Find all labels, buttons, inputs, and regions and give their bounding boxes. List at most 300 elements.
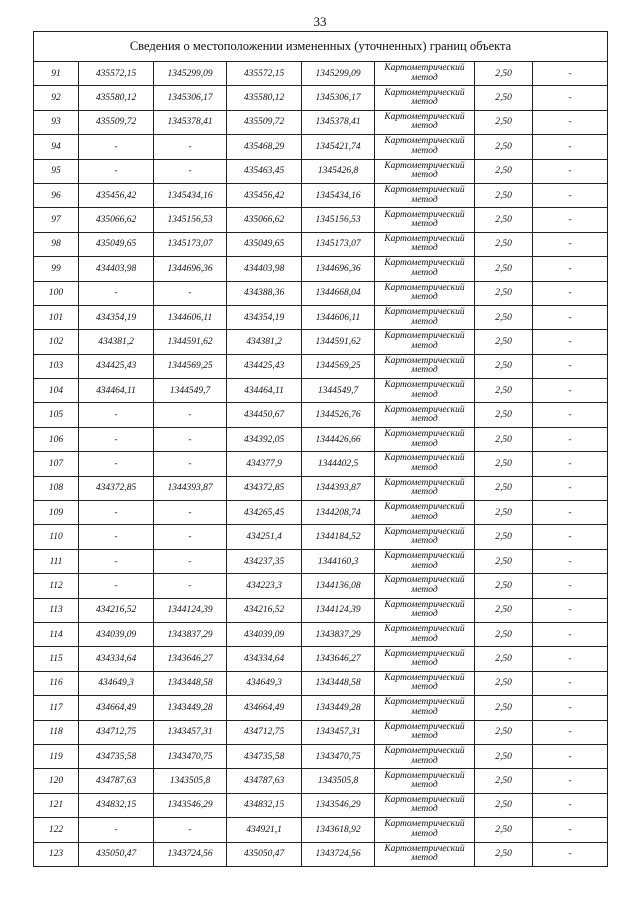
cell-old-y: -	[154, 281, 227, 305]
table-row	[34, 86, 608, 110]
cell-point-number: 109	[34, 501, 79, 525]
cell-point-number: 104	[34, 379, 79, 403]
cell-new-x: 434392,05	[227, 427, 302, 451]
method-line-2: метод	[411, 243, 438, 254]
cell-accuracy: 2,50	[475, 135, 533, 159]
method-line-1: Картометрический	[384, 380, 465, 391]
cell-old-x: -	[79, 525, 154, 549]
table-row	[34, 110, 608, 134]
table-row	[34, 208, 608, 232]
cell-point-number: 100	[34, 281, 79, 305]
boundary-table	[33, 31, 608, 867]
cell-point-number: 91	[34, 62, 79, 86]
cell-new-x: 435066,62	[227, 208, 302, 232]
method-line-1: Картометрический	[384, 624, 465, 635]
method-line-2: метод	[411, 487, 438, 498]
method-line-2: метод	[411, 853, 438, 864]
cell-accuracy: 2,50	[475, 379, 533, 403]
cell-new-y: 1343618,92	[302, 818, 375, 842]
method-line-1: Картометрический	[384, 746, 465, 757]
method-line-1: Картометрический	[384, 355, 465, 366]
cell-new-x: 434372,85	[227, 476, 302, 500]
method-line-1: Картометрический	[384, 721, 465, 732]
cell-method	[375, 501, 475, 525]
cell-point-number: 118	[34, 720, 79, 744]
cell-new-y: 1343646,27	[302, 647, 375, 671]
cell-new-x: 434223,3	[227, 574, 302, 598]
cell-description: -	[533, 232, 608, 256]
cell-accuracy: 2,50	[475, 62, 533, 86]
cell-old-x: -	[79, 159, 154, 183]
cell-method	[375, 379, 475, 403]
cell-old-x: 434712,75	[79, 720, 154, 744]
method-line-1: Картометрический	[384, 599, 465, 610]
table-row	[34, 501, 608, 525]
method-line-2: метод	[411, 804, 438, 815]
cell-description: -	[533, 452, 608, 476]
cell-new-y: 1344402,5	[302, 452, 375, 476]
cell-new-x: 434334,64	[227, 647, 302, 671]
table-row	[34, 354, 608, 378]
cell-old-y: -	[154, 452, 227, 476]
cell-point-number: 115	[34, 647, 79, 671]
cell-old-x: 434832,15	[79, 793, 154, 817]
cell-accuracy: 2,50	[475, 574, 533, 598]
cell-point-number: 108	[34, 476, 79, 500]
cell-old-y: -	[154, 427, 227, 451]
cell-old-x: 434372,85	[79, 476, 154, 500]
cell-description: -	[533, 281, 608, 305]
cell-point-number: 121	[34, 793, 79, 817]
cell-description: -	[533, 720, 608, 744]
cell-point-number: 110	[34, 525, 79, 549]
method-line-2: метод	[411, 414, 438, 425]
cell-new-x: 434787,63	[227, 769, 302, 793]
cell-description: -	[533, 305, 608, 329]
cell-old-y: 1344393,87	[154, 476, 227, 500]
cell-old-y: -	[154, 135, 227, 159]
cell-description: -	[533, 427, 608, 451]
method-line-2: метод	[411, 706, 438, 717]
cell-method	[375, 232, 475, 256]
cell-new-y: 1344136,08	[302, 574, 375, 598]
method-line-1: Картометрический	[384, 282, 465, 293]
cell-accuracy: 2,50	[475, 720, 533, 744]
cell-new-y: 1345173,07	[302, 232, 375, 256]
table-row	[34, 622, 608, 646]
cell-accuracy: 2,50	[475, 671, 533, 695]
method-line-1: Картометрический	[384, 648, 465, 659]
cell-description: -	[533, 354, 608, 378]
method-line-1: Картометрический	[384, 770, 465, 781]
cell-accuracy: 2,50	[475, 281, 533, 305]
method-line-2: метод	[411, 389, 438, 400]
cell-old-y: -	[154, 159, 227, 183]
cell-old-y: -	[154, 818, 227, 842]
cell-new-x: 434425,43	[227, 354, 302, 378]
cell-point-number: 97	[34, 208, 79, 232]
cell-method	[375, 818, 475, 842]
method-line-1: Картометрический	[384, 404, 465, 415]
method-line-1: Картометрический	[384, 843, 465, 854]
cell-description: -	[533, 501, 608, 525]
cell-description: -	[533, 744, 608, 768]
method-line-1: Картометрический	[384, 307, 465, 318]
cell-description: -	[533, 671, 608, 695]
table-row	[34, 257, 608, 281]
method-line-1: Картометрический	[384, 331, 465, 342]
method-line-2: метод	[411, 365, 438, 376]
cell-new-y: 1343505,8	[302, 769, 375, 793]
cell-new-y: 1345378,41	[302, 110, 375, 134]
table-row	[34, 671, 608, 695]
cell-old-y: 1343449,28	[154, 696, 227, 720]
cell-old-x: 434649,3	[79, 671, 154, 695]
cell-new-x: 434354,19	[227, 305, 302, 329]
cell-method	[375, 793, 475, 817]
cell-description: -	[533, 598, 608, 622]
table-row	[34, 135, 608, 159]
cell-description: -	[533, 525, 608, 549]
cell-method	[375, 744, 475, 768]
cell-old-x: 434216,52	[79, 598, 154, 622]
table-row	[34, 159, 608, 183]
cell-description: -	[533, 696, 608, 720]
cell-point-number: 122	[34, 818, 79, 842]
method-line-1: Картометрический	[384, 502, 465, 513]
method-line-1: Картометрический	[384, 429, 465, 440]
method-line-2: метод	[411, 609, 438, 620]
cell-old-x: 434464,11	[79, 379, 154, 403]
table-row	[34, 379, 608, 403]
table-row	[34, 232, 608, 256]
cell-new-y: 1344591,62	[302, 330, 375, 354]
cell-new-x: 434381,2	[227, 330, 302, 354]
table-row	[34, 793, 608, 817]
table-row	[34, 452, 608, 476]
cell-new-x: 435468,29	[227, 135, 302, 159]
cell-method	[375, 62, 475, 86]
cell-method	[375, 305, 475, 329]
cell-point-number: 103	[34, 354, 79, 378]
cell-old-x: -	[79, 427, 154, 451]
method-line-2: метод	[411, 560, 438, 571]
cell-old-y: 1345434,16	[154, 183, 227, 207]
cell-accuracy: 2,50	[475, 744, 533, 768]
cell-accuracy: 2,50	[475, 818, 533, 842]
cell-point-number: 101	[34, 305, 79, 329]
cell-new-x: 434649,3	[227, 671, 302, 695]
cell-description: -	[533, 110, 608, 134]
cell-method	[375, 525, 475, 549]
table-row	[34, 818, 608, 842]
cell-old-y: 1344124,39	[154, 598, 227, 622]
cell-point-number: 117	[34, 696, 79, 720]
cell-old-y: -	[154, 525, 227, 549]
cell-old-x: 435066,62	[79, 208, 154, 232]
method-line-1: Картометрический	[384, 209, 465, 220]
method-line-1: Картометрический	[384, 111, 465, 122]
cell-new-x: 434403,98	[227, 257, 302, 281]
cell-old-y: 1345378,41	[154, 110, 227, 134]
cell-new-x: 435050,47	[227, 842, 302, 866]
cell-old-y: 1345299,09	[154, 62, 227, 86]
cell-old-x: 435580,12	[79, 86, 154, 110]
cell-accuracy: 2,50	[475, 257, 533, 281]
cell-new-y: 1344526,76	[302, 403, 375, 427]
cell-accuracy: 2,50	[475, 232, 533, 256]
cell-new-x: 434464,11	[227, 379, 302, 403]
cell-description: -	[533, 574, 608, 598]
method-line-1: Картометрический	[384, 697, 465, 708]
method-line-2: метод	[411, 194, 438, 205]
method-line-2: метод	[411, 292, 438, 303]
cell-accuracy: 2,50	[475, 159, 533, 183]
cell-method	[375, 452, 475, 476]
cell-new-y: 1344160,3	[302, 549, 375, 573]
table-row	[34, 476, 608, 500]
method-line-2: метод	[411, 438, 438, 449]
cell-accuracy: 2,50	[475, 598, 533, 622]
method-line-1: Картометрический	[384, 87, 465, 98]
cell-new-x: 434832,15	[227, 793, 302, 817]
cell-old-y: 1345156,53	[154, 208, 227, 232]
cell-new-x: 434039,09	[227, 622, 302, 646]
method-line-2: метод	[411, 731, 438, 742]
cell-old-x: -	[79, 549, 154, 573]
cell-new-y: 1344208,74	[302, 501, 375, 525]
cell-method	[375, 330, 475, 354]
cell-new-y: 1343470,75	[302, 744, 375, 768]
method-line-2: метод	[411, 267, 438, 278]
cell-method	[375, 647, 475, 671]
cell-description: -	[533, 330, 608, 354]
cell-old-x: 435049,65	[79, 232, 154, 256]
cell-old-x: 434354,19	[79, 305, 154, 329]
cell-point-number: 94	[34, 135, 79, 159]
method-line-2: метод	[411, 633, 438, 644]
method-line-2: метод	[411, 219, 438, 230]
cell-new-x: 434377,9	[227, 452, 302, 476]
cell-old-x: -	[79, 501, 154, 525]
table-row	[34, 842, 608, 866]
cell-old-x: 434787,63	[79, 769, 154, 793]
cell-description: -	[533, 159, 608, 183]
cell-new-x: 434237,35	[227, 549, 302, 573]
cell-old-y: 1344696,36	[154, 257, 227, 281]
cell-new-x: 435463,45	[227, 159, 302, 183]
cell-new-y: 1345421,74	[302, 135, 375, 159]
cell-old-x: 434425,43	[79, 354, 154, 378]
cell-new-x: 435572,15	[227, 62, 302, 86]
cell-description: -	[533, 183, 608, 207]
cell-method	[375, 403, 475, 427]
table-title: Сведения о местоположении измененных (уточненных) границ объекта	[34, 32, 608, 62]
cell-new-y: 1345434,16	[302, 183, 375, 207]
method-line-2: метод	[411, 755, 438, 766]
cell-point-number: 111	[34, 549, 79, 573]
cell-method	[375, 720, 475, 744]
cell-accuracy: 2,50	[475, 525, 533, 549]
cell-accuracy: 2,50	[475, 354, 533, 378]
method-line-1: Картометрический	[384, 136, 465, 147]
cell-new-x: 434712,75	[227, 720, 302, 744]
cell-method	[375, 208, 475, 232]
cell-accuracy: 2,50	[475, 110, 533, 134]
cell-description: -	[533, 86, 608, 110]
cell-accuracy: 2,50	[475, 183, 533, 207]
cell-accuracy: 2,50	[475, 427, 533, 451]
cell-old-y: 1343837,29	[154, 622, 227, 646]
cell-description: -	[533, 208, 608, 232]
cell-method	[375, 135, 475, 159]
cell-old-x: 435050,47	[79, 842, 154, 866]
method-line-2: метод	[411, 511, 438, 522]
cell-new-y: 1345306,17	[302, 86, 375, 110]
cell-point-number: 112	[34, 574, 79, 598]
method-line-2: метод	[411, 682, 438, 693]
cell-point-number: 107	[34, 452, 79, 476]
method-line-1: Картометрический	[384, 453, 465, 464]
table-row	[34, 720, 608, 744]
cell-new-y: 1343724,56	[302, 842, 375, 866]
table-row	[34, 281, 608, 305]
cell-old-y: -	[154, 403, 227, 427]
method-line-2: метод	[411, 658, 438, 669]
cell-new-x: 434251,4	[227, 525, 302, 549]
cell-new-y: 1344124,39	[302, 598, 375, 622]
page-number: 33	[313, 14, 327, 29]
method-line-2: метод	[411, 145, 438, 156]
cell-new-y: 1344569,25	[302, 354, 375, 378]
table-row	[34, 549, 608, 573]
method-line-1: Картометрический	[384, 258, 465, 269]
cell-old-y: 1344569,25	[154, 354, 227, 378]
cell-method	[375, 257, 475, 281]
cell-point-number: 106	[34, 427, 79, 451]
cell-method	[375, 159, 475, 183]
cell-old-y: -	[154, 574, 227, 598]
cell-description: -	[533, 379, 608, 403]
cell-new-y: 1344696,36	[302, 257, 375, 281]
cell-old-y: 1344549,7	[154, 379, 227, 403]
cell-point-number: 120	[34, 769, 79, 793]
cell-point-number: 114	[34, 622, 79, 646]
table-row	[34, 574, 608, 598]
cell-new-y: 1343448,58	[302, 671, 375, 695]
cell-new-x: 435580,12	[227, 86, 302, 110]
cell-description: -	[533, 622, 608, 646]
table-title-row	[34, 32, 608, 62]
cell-new-x: 434735,58	[227, 744, 302, 768]
cell-new-y: 1344668,04	[302, 281, 375, 305]
cell-old-x: -	[79, 574, 154, 598]
cell-old-x: -	[79, 452, 154, 476]
cell-point-number: 92	[34, 86, 79, 110]
cell-new-x: 434388,36	[227, 281, 302, 305]
cell-old-y: -	[154, 501, 227, 525]
cell-description: -	[533, 403, 608, 427]
cell-new-x: 434450,67	[227, 403, 302, 427]
cell-new-x: 434216,52	[227, 598, 302, 622]
method-line-1: Картометрический	[384, 672, 465, 683]
cell-point-number: 105	[34, 403, 79, 427]
cell-point-number: 119	[34, 744, 79, 768]
method-line-1: Картометрический	[384, 233, 465, 244]
cell-old-x: 434334,64	[79, 647, 154, 671]
table-row	[34, 427, 608, 451]
cell-description: -	[533, 769, 608, 793]
cell-old-x: 434381,2	[79, 330, 154, 354]
cell-old-x: 435509,72	[79, 110, 154, 134]
cell-description: -	[533, 647, 608, 671]
cell-description: -	[533, 842, 608, 866]
cell-new-y: 1344606,11	[302, 305, 375, 329]
cell-method	[375, 671, 475, 695]
table-row	[34, 330, 608, 354]
method-line-2: метод	[411, 584, 438, 595]
table-row	[34, 598, 608, 622]
cell-point-number: 99	[34, 257, 79, 281]
cell-accuracy: 2,50	[475, 330, 533, 354]
cell-new-x: 434664,49	[227, 696, 302, 720]
table-row	[34, 183, 608, 207]
method-line-1: Картометрический	[384, 575, 465, 586]
cell-old-x: 435572,15	[79, 62, 154, 86]
method-line-2: метод	[411, 780, 438, 791]
table-row	[34, 769, 608, 793]
cell-method	[375, 574, 475, 598]
cell-new-y: 1343449,28	[302, 696, 375, 720]
method-line-2: метод	[411, 340, 438, 351]
table-row	[34, 403, 608, 427]
method-line-2: метод	[411, 316, 438, 327]
cell-accuracy: 2,50	[475, 403, 533, 427]
cell-new-y: 1343546,29	[302, 793, 375, 817]
table-row	[34, 62, 608, 86]
cell-point-number: 98	[34, 232, 79, 256]
cell-description: -	[533, 62, 608, 86]
cell-old-y: 1343470,75	[154, 744, 227, 768]
cell-description: -	[533, 549, 608, 573]
cell-method	[375, 86, 475, 110]
cell-old-y: 1343457,31	[154, 720, 227, 744]
cell-accuracy: 2,50	[475, 86, 533, 110]
cell-old-y: 1344591,62	[154, 330, 227, 354]
cell-new-y: 1345156,53	[302, 208, 375, 232]
cell-old-x: -	[79, 403, 154, 427]
cell-accuracy: 2,50	[475, 208, 533, 232]
cell-accuracy: 2,50	[475, 793, 533, 817]
cell-accuracy: 2,50	[475, 769, 533, 793]
method-line-2: метод	[411, 462, 438, 473]
cell-old-x: 434403,98	[79, 257, 154, 281]
method-line-2: метод	[411, 72, 438, 83]
cell-point-number: 93	[34, 110, 79, 134]
cell-method	[375, 476, 475, 500]
cell-new-y: 1344426,66	[302, 427, 375, 451]
method-line-1: Картометрический	[384, 477, 465, 488]
cell-accuracy: 2,50	[475, 696, 533, 720]
cell-new-y: 1344393,87	[302, 476, 375, 500]
table-row	[34, 744, 608, 768]
cell-method	[375, 696, 475, 720]
cell-new-y: 1343837,29	[302, 622, 375, 646]
cell-new-x: 435456,42	[227, 183, 302, 207]
method-line-2: метод	[411, 121, 438, 132]
cell-old-y: 1343646,27	[154, 647, 227, 671]
cell-new-x: 435049,65	[227, 232, 302, 256]
